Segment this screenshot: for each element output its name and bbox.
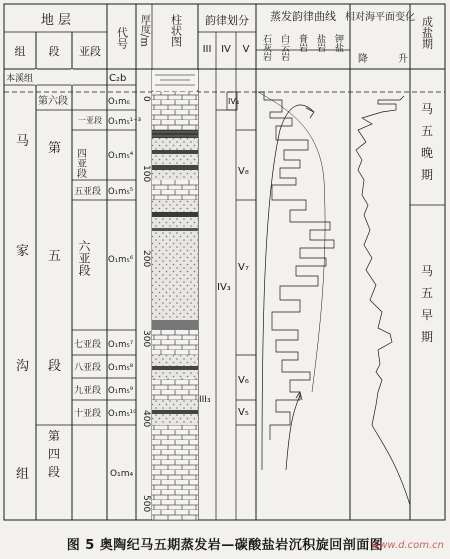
- subsegment-4: 四亚段: [74, 148, 86, 178]
- code-m5-8: O₁m₅⁸: [108, 363, 134, 373]
- watermark: www.d.com.cn: [371, 540, 444, 551]
- seg4-char-2: 四: [48, 447, 61, 461]
- code-m6: O₁m₆: [108, 97, 130, 107]
- sea-fall: 降: [358, 54, 368, 65]
- salt-late-3: 晚: [421, 146, 434, 160]
- rhythm-column: [199, 92, 256, 425]
- code-header: 代号: [115, 27, 129, 49]
- code-m4: O₁m₄: [110, 469, 134, 479]
- rhythm-level-4: IV: [221, 44, 231, 55]
- segment-6: 第六段: [38, 96, 68, 107]
- stratum-header: 地 层: [40, 13, 72, 28]
- evap-header: 蒸发韵律曲线: [270, 10, 336, 23]
- rhythm-V6: V₆: [238, 375, 249, 386]
- depth-300: 300: [141, 330, 151, 348]
- rhythm-header: 韵律划分: [205, 14, 249, 27]
- sea-rise: 升: [398, 54, 408, 65]
- rhythm-IV3: IV₃: [217, 282, 231, 293]
- depth-200: 200: [141, 250, 151, 268]
- salt-early-2: 五: [421, 286, 434, 300]
- evap-type-dolomite: 白云岩: [279, 34, 289, 61]
- seg5-char-1: 第: [48, 141, 62, 156]
- subsegment-8: 八亚段: [74, 363, 102, 373]
- group-char-3: 沟: [16, 359, 30, 374]
- salt-early-3: 早: [421, 308, 434, 322]
- depth-100: 100: [141, 165, 151, 183]
- frame: [4, 4, 445, 520]
- code-m5-4: O₁m₅⁴: [108, 151, 134, 161]
- lithology-column: [152, 70, 198, 520]
- code-m5-5: O₁m₅⁵: [108, 187, 134, 197]
- top-code: C₂b: [109, 73, 127, 84]
- thickness-header: 厚度/m: [138, 14, 150, 47]
- salt-early-4: 期: [421, 330, 434, 344]
- salt-late-1: 马: [421, 102, 434, 116]
- salt-header: 成盐期: [420, 16, 434, 49]
- group-char-1: 马: [16, 134, 30, 149]
- code-m5-1: O₁m₅¹⁻³: [108, 117, 142, 127]
- seg4-char-1: 第: [48, 429, 61, 443]
- figure-caption: 图 5 奥陶纪马五期蒸发岩—碳酸盐岩沉积旋回剖面图: [66, 538, 384, 553]
- depth-axis: [141, 96, 151, 512]
- rhythm-IV4: IV₄: [228, 97, 240, 106]
- code-m5-9: O₁m₅⁹: [108, 386, 134, 396]
- salt-early-1: 马: [421, 264, 434, 278]
- evap-type-halite: 盐岩: [315, 34, 325, 52]
- group-char-2: 家: [16, 244, 30, 259]
- depth-0: 0: [141, 96, 151, 102]
- seg5-char-3: 段: [48, 359, 62, 374]
- salt-late-2: 五: [421, 124, 434, 138]
- group-header: 组: [14, 45, 26, 58]
- evap-type-gypsum: 膏岩: [297, 34, 307, 52]
- subsegment-7: 七亚段: [74, 340, 102, 350]
- salt-periods: [410, 102, 445, 344]
- code-m5-10: O₁m₅¹⁰: [108, 409, 137, 419]
- rhythm-V7: V₇: [238, 262, 249, 273]
- segment-header: 段: [48, 45, 60, 58]
- evap-type-limestone: 石灰岩: [261, 34, 271, 61]
- top-unit: 本溪组: [6, 74, 34, 84]
- subsegment-1: 一亚段: [78, 116, 102, 125]
- depth-500: 500: [141, 495, 151, 513]
- seg4-char-3: 段: [48, 465, 61, 479]
- subsegment-9: 九亚段: [74, 386, 102, 396]
- rhythm-level-3: III: [202, 44, 212, 55]
- column-header: 柱状图: [169, 14, 183, 47]
- seg5-char-2: 五: [48, 249, 62, 264]
- subsegment-6: 六亚段: [77, 240, 91, 276]
- rhythm-V8: V₈: [238, 166, 249, 177]
- depth-400: 400: [141, 410, 151, 428]
- rhythm-III3: III₃: [199, 395, 211, 405]
- subsegment-10: 十亚段: [74, 409, 102, 419]
- subsegment-header: 亚段: [79, 45, 101, 58]
- salt-late-4: 期: [421, 168, 434, 182]
- code-m5-7: O₁m₅⁷: [108, 340, 134, 350]
- group-char-4: 组: [16, 467, 30, 482]
- sea-level-curve: [356, 96, 410, 505]
- sea-header: 相对海平面变化: [345, 12, 415, 23]
- subsegment-5: 五亚段: [74, 187, 102, 197]
- evaporite-curve: [258, 92, 334, 470]
- rhythm-V5: V₅: [238, 407, 249, 418]
- rhythm-level-5: V: [242, 44, 250, 55]
- evap-type-potash: 钾盐: [333, 34, 343, 52]
- code-m5-6: O₁m₅⁶: [108, 255, 134, 265]
